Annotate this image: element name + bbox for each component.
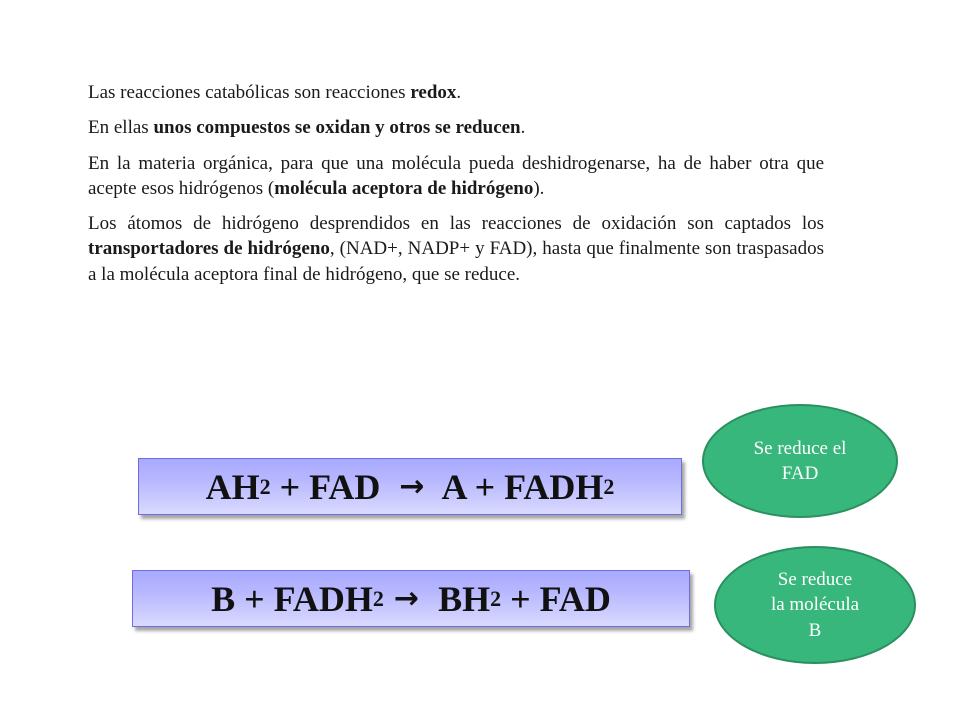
paragraph-oxidation: En ellas unos compuestos se oxidan y otros se reducen.	[88, 117, 526, 139]
equation-b-fadh2: B + FADH 2 → BH 2 + FAD	[132, 570, 690, 627]
right-arrow-icon: →	[393, 581, 420, 616]
oval-fad-reduced: Se reduce el FAD	[702, 404, 898, 518]
paragraph-redox: Las reacciones catabólicas son reacciones redox.	[88, 82, 462, 103]
paragraph-hydrogen-transporters: Los átomos de hidrógeno desprendidos en las reacciones de oxidación son captados los transportadores de hidrógeno, (NAD+, NADP+ y FAD), hasta que finalmente son traspasados a la molécula aceptora final de hidrógeno, que se reduce.	[88, 213, 824, 285]
right-arrow-icon: →	[399, 469, 425, 504]
text-block	[88, 80, 824, 297]
paragraph-organic-matter: En la materia orgánica, para que una molécula pueda deshidrogenarse, ha de haber otra que acepte esos hidrógenos (molécula aceptora de hidrógeno).	[88, 152, 824, 199]
oval-molecule-b-reduced: Se reduce la molécula B	[714, 546, 916, 664]
equation-ah2-fad: AH 2 + FAD → A + FADH 2	[138, 458, 682, 515]
